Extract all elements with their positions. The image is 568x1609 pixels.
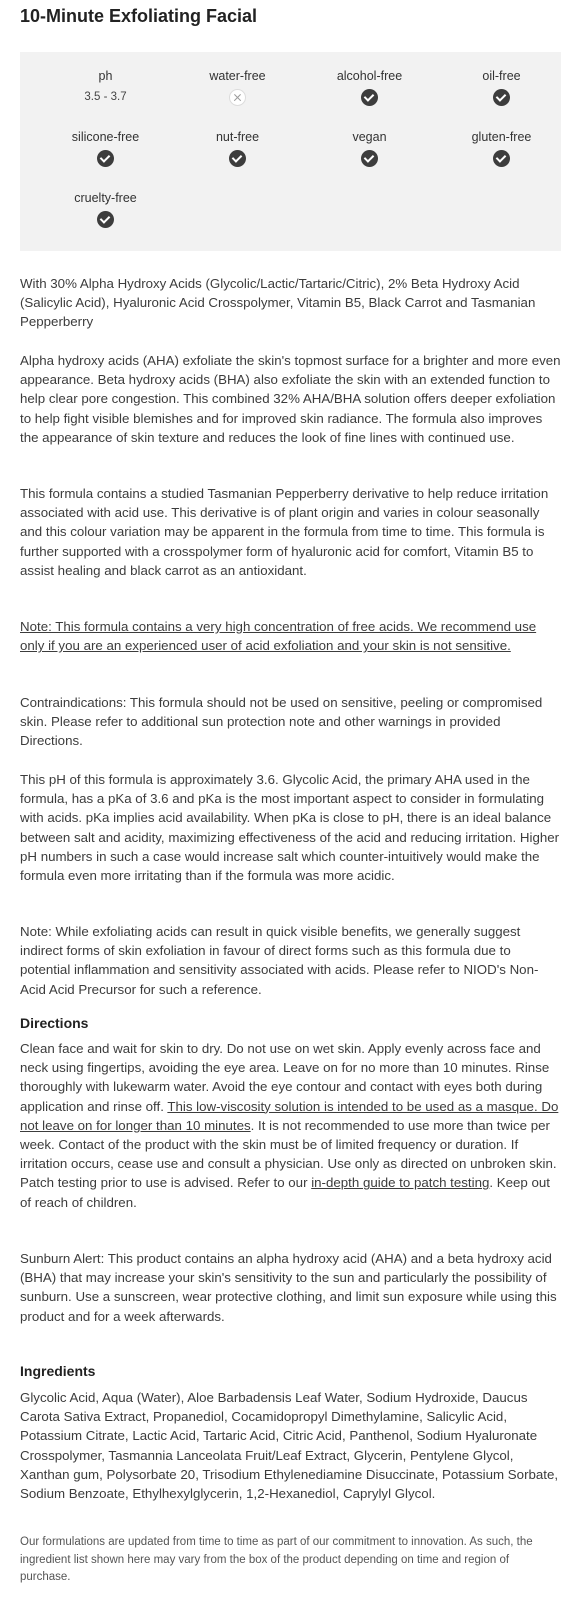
- check-icon: [229, 150, 246, 167]
- attribute-label: vegan: [352, 130, 387, 144]
- directions-part-1: Clean face and wait for skin to dry. Do not use on wet skin. Apply evenly across face and neck using fingertips, avoiding the eye area. Leave on for no more than 10 minutes. Rinse thoroughly with lukewarm water. Avoid the eye contour and contact with eyes both during application and rinse off.: [20, 1041, 550, 1114]
- exfoliation-note: Note: While exfoliating acids can result in quick visible benefits, we generally suggest indirect forms of skin exfoliation in favour of direct forms such as this formula due to potential inflammation and sensitivity associated with acids. Please refer to NIOD's Non-Acid Acid Precursor for such a reference.: [20, 924, 539, 997]
- ph-explanation: This pH of this formula is approximately 3.6. Glycolic Acid, the primary AHA used in the formula, has a pKa of 3.6 and pKa is the most important aspect to consider in formulating with acids. pKa implies acid availability. When pKa is close to pH, there is an ideal balance between salt and acidity, maximizing effectiveness of the acid and reducing irritation. Higher pH numbers in such a case would increase salt which counter-intuitively would make the formula even more irritating than if the formula was more acidic.: [20, 772, 560, 884]
- check-icon: [493, 150, 510, 167]
- attribute-label: alcohol-free: [336, 69, 403, 83]
- check-icon: [97, 211, 114, 228]
- attribute-label: ph: [98, 69, 113, 83]
- ingredients-heading: Ingredients: [20, 1363, 96, 1379]
- contraindications: Contraindications: This formula should not be used on sensitive, peeling or compromised skin. Please refer to additional sun protection note and other warnings in provided Directions.: [20, 695, 543, 749]
- description-aha-bha: Alpha hydroxy acids (AHA) exfoliate the skin's topmost surface for a brighter and more even appearance. Beta hydroxy acids (BHA) also exfoliate the skin with an extended function to help clear pore congestion. This combined 32% AHA/BHA solution offers deeper exfoliation to help fight visible blemishes and for improved skin radiance. The formula also improves the appearance of skin texture and reduces the look of fine lines with continued use.: [20, 353, 561, 445]
- attributes-panel: [20, 52, 561, 251]
- high-concentration-note: Note: This formula contains a very high concentration of free acids. We recommend use only if you are an experienced user of acid exfoliation and your skin is not sensitive.: [20, 619, 537, 654]
- attribute-label: cruelty-free: [74, 191, 137, 205]
- attribute-oil-free: [434, 68, 568, 106]
- attribute-label: oil-free: [482, 69, 521, 83]
- attribute-label: silicone-free: [71, 130, 140, 144]
- directions-part-2: . It is not recommended to use more than twice per week. Contact of the product with the skin must be of limited frequency or duration. If irritation occurs, cease use and consult a physician. Use only as directed on unbroken skin. Patch testing prior to use is advised. Refer to our: [20, 1117, 557, 1191]
- attribute-label: water-free: [209, 69, 266, 83]
- check-icon: [361, 89, 378, 106]
- attribute-silicone-free: [38, 129, 173, 167]
- directions-text: [20, 1039, 561, 1212]
- patch-testing-guide-link[interactable]: in-depth guide to patch testing: [311, 1175, 490, 1191]
- attribute-water-free: [170, 68, 305, 106]
- masque-warning: This low-viscosity solution is intended to be used as a masque. Do not leave on for longer than 10 minutes: [20, 1098, 559, 1133]
- attribute-vegan: [302, 129, 437, 167]
- formulation-footnote: Our formulations are updated from time to time as part of our commitment to innovation. As such, the ingredient list shown here may vary from the box of the product depending on time and region of purchase.: [20, 1536, 533, 1583]
- attribute-gluten-free: [434, 129, 568, 167]
- directions-heading: Directions: [20, 1015, 89, 1031]
- attribute-alcohol-free: [302, 68, 437, 106]
- attribute-nut-free: [170, 129, 305, 167]
- attribute-label: nut-free: [215, 130, 260, 144]
- description-intro: With 30% Alpha Hydroxy Acids (Glycolic/Lactic/Tartaric/Citric), 2% Beta Hydroxy Acid (Salicylic Acid), Hyaluronic Acid Crosspolymer, Vitamin B5, Black Carrot and Tasmanian Pepperberry: [20, 276, 536, 330]
- attribute-ph: [38, 68, 173, 105]
- directions-part-3: . Keep out of reach of children.: [20, 1175, 550, 1210]
- attribute-cruelty-free: [38, 190, 173, 228]
- sunburn-alert: Sunburn Alert: This product contains an alpha hydroxy acid (AHA) and a beta hydroxy acid (BHA) that may increase your skin's sensitivity to the sun and particularly the possibility of sunburn. Use a sunscreen, wear protective clothing, and limit sun exposure while using this product and for a week afterwards.: [20, 1251, 557, 1324]
- attribute-value: 3.5 - 3.7: [84, 91, 127, 103]
- description-pepperberry: This formula contains a studied Tasmanian Pepperberry derivative to help reduce irritation associated with acid use. This derivative is of plant origin and varies in colour seasonally and this colour variation may be apparent in the formula from time to time. This formula is further supported with a crosspolymer form of hyaluronic acid for comfort, Vitamin B5 to assist healing and black carrot as an antioxidant.: [20, 486, 549, 578]
- cross-icon: [229, 89, 246, 106]
- ingredients-list: Glycolic Acid, Aqua (Water), Aloe Barbadensis Leaf Water, Sodium Hydroxide, Daucus Carota Sativa Extract, Propanediol, Cocamidopropyl Dimethylamine, Salicylic Acid, Potassium Citrate, Lactic Acid, Tartaric Acid, Citric Acid, Panthenol, Sodium Hyaluronate Crosspolymer, Tasmannia Lanceolata Fruit/Leaf Extract, Glycerin, Pentylene Glycol, Xanthan gum, Polysorbate 20, Trisodium Ethylenediamine Disuccinate, Potassium Sorbate, Sodium Benzoate, Ethylhexylglycerin, 1,2-Hexanediol, Caprylyl Glycol.: [20, 1390, 559, 1502]
- check-icon: [97, 150, 114, 167]
- check-icon: [361, 150, 378, 167]
- check-icon: [493, 89, 510, 106]
- attribute-label: gluten-free: [471, 130, 532, 144]
- product-title: 10-Minute Exfoliating Facial: [20, 6, 258, 26]
